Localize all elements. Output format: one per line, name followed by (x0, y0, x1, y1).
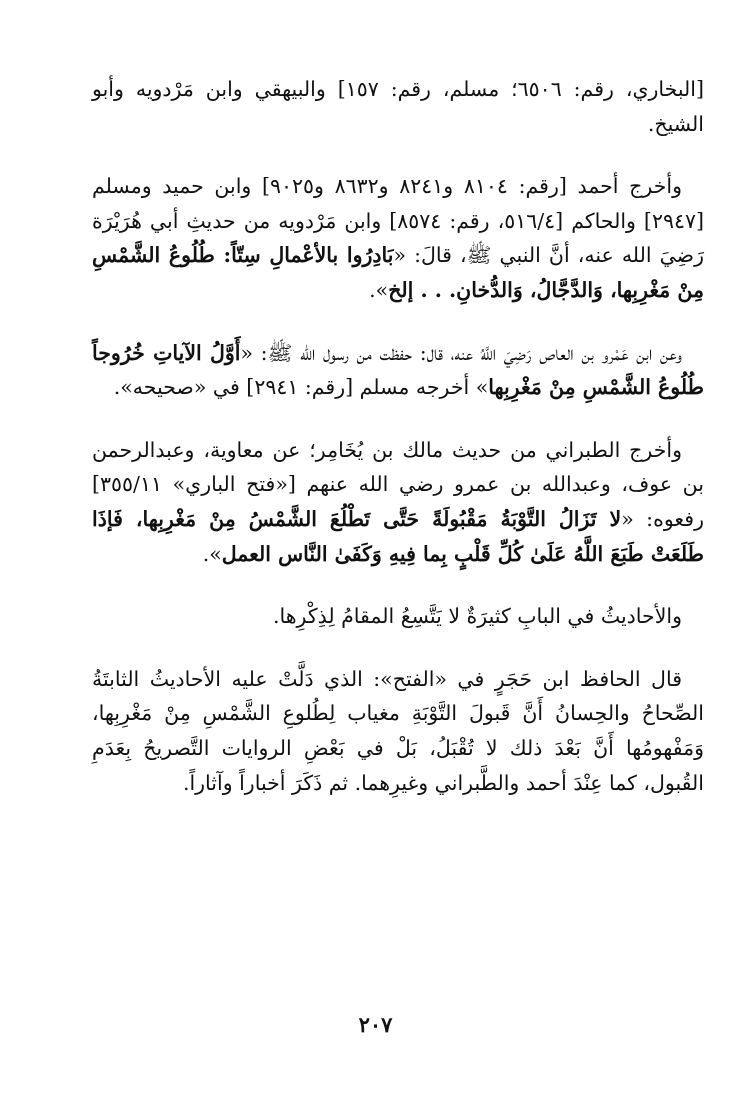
page-body (92, 72, 704, 828)
paragraph-p3 (92, 336, 704, 405)
paragraph-p4 (92, 433, 704, 571)
text-run: » أخرجه مسلم [رقم: ٢٩٤١] في «صحيحه». (113, 375, 489, 400)
text-run: قال الحافظ ابن حَجَرٍ في «الفتح»: الذي دَلَّتْ عليه الأحاديثُ الثابتَةُ الصِّحاحُ والحِسانُ أَنَّ قَبولَ التَّوْبَةِ مغياب لِطُلوعِ الشَّمْسِ مِنْ مَغْرِبِها، وَمَفْهومُها أَنَّ بَعْدَ ذلك لا تُقْبَلُ، بَلْ في بَعْضِ الروايات التَّصريحُ بِعَدَمِ القُبول، كما عِنْدَ أحمد والطَّبراني وغيرِهما. ثم ذَكَرَ أخباراً وآثاراً. (92, 666, 704, 795)
paragraph-p2 (92, 169, 704, 307)
text-run: وأخرج أحمد [رقم: ٨١٠٤ و٨٢٤١ و٨٦٣٢ و٩٠٢٥] وابن حميد ومسلم [٢٩٤٧] والحاكم [٥١٦/٤، رقم: ٨٥٧٤] وابن مَرْدويه من حديثِ أبي هُرَيْرَة رَضِيَ الله عنه، أنَّ النبي ﷺ، قالَ: « (92, 174, 704, 268)
paragraph-p6 (92, 662, 704, 800)
hadith-quote: لا تَزَالُ التَّوْبَةُ مَقْبُولَةً حَتَّى تَطْلُعَ الشَّمْسُ مِنْ مَغْرِبِها، فَإذَا طَلَعَتْ طَبَعَ اللَّهُ عَلَىٰ كُلِّ قَلْبٍ بِما فِيهِ وَكَفَىٰ النَّاس العمل (92, 506, 704, 566)
text-run: ». (369, 277, 389, 302)
paragraph-p1 (92, 72, 704, 141)
text-run: وأخرج الطبراني من حديث مالك بن يُخَامِر؛ عن معاوية، وعبدالرحمن بن عوف، وعبدالله بن عمرو رضي الله عنهم [«فتح الباري» ٣٥٥/١١] رفعوه: « (92, 437, 704, 531)
hadith-quote: أَوَّلُ الآياتِ خُرُوجاً طُلُوعُ الشَّمْسِ مِنْ مَغْرِبِها (92, 340, 704, 400)
paragraph-p5 (92, 599, 704, 634)
page-number: ٢٠٧ (358, 1012, 393, 1037)
text-run: [البخاري، رقم: ٦٥٠٦؛ مسلم، رقم: ١٥٧] والبيهقي وابن مَرْدويه وأبو الشيخ. (92, 77, 704, 136)
text-run: والأحاديثُ في البابِ كثيرَةٌ لا يَتَّسِعُ المقامُ لِذِكْرِها. (272, 604, 682, 629)
text-run: وعن ابن عَمْرو بن العاص رَضِيَ اللَّهُ عنه، قال: حفظت من رسول الله ﷺ: « (240, 340, 682, 365)
hadith-quote: بَادِرُوا بالأعْمالِ سِتّاً: طُلُوعُ الشَّمْسِ مِنْ مَغْرِبِها، وَالدَّجَّالُ، وَالدُّخانِ. . . إلخ (92, 243, 704, 302)
text-run: ». (202, 541, 222, 566)
